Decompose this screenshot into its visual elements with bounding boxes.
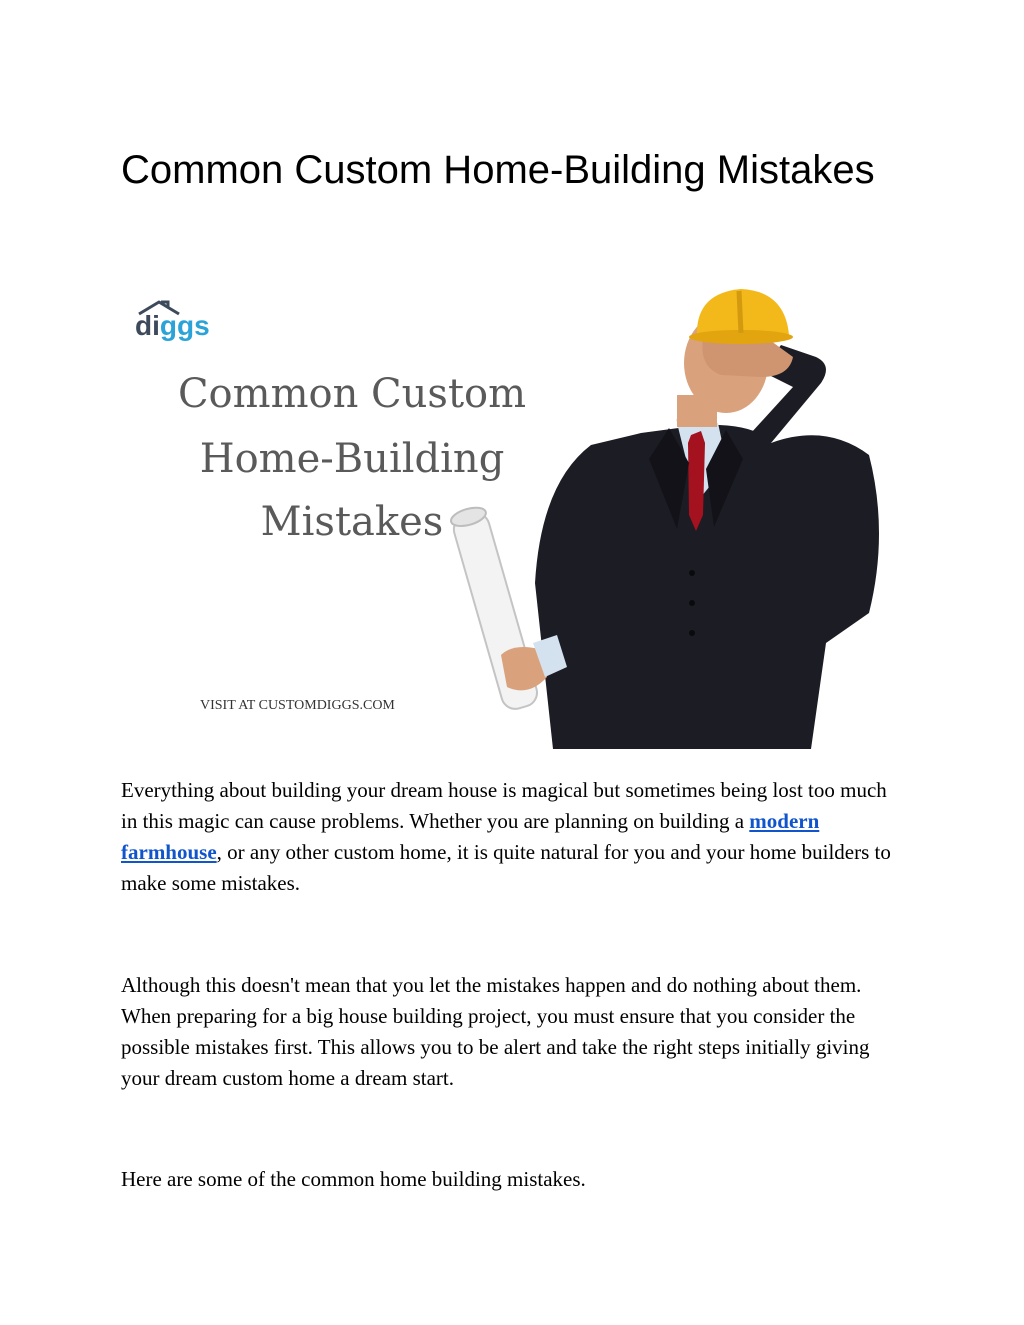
hero-title-line-1: Common Custom — [177, 371, 527, 417]
modern-farmhouse-link[interactable]: modern farmhouse — [121, 809, 820, 864]
hero-image — [121, 283, 901, 749]
hard-hat-ridge — [739, 291, 741, 333]
hero-title-line-3: Mistakes — [260, 499, 444, 545]
intro-paragraph — [121, 775, 903, 899]
diggs-logo — [135, 302, 210, 341]
mistakes-paragraph: Although this doesn't mean that you let the mistakes happen and do nothing about them. When preparing for a big house building project, you must ensure that you consider the possible mistakes first. This allows you to be alert and take the right steps initially giving your dream custom home a dream start. — [121, 973, 870, 1090]
intro-text-start: Everything about building your dream house is magical but sometimes being lost too much in this magic can cause problems. Whether you are planning on building a — [121, 778, 887, 833]
suit-button — [689, 600, 695, 606]
logo-text-dark: di — [135, 310, 160, 341]
list-intro-paragraph: Here are some of the common home building mistakes. — [121, 1167, 586, 1191]
construction-man-illustration — [449, 289, 879, 749]
hero-graphic — [121, 283, 901, 749]
necktie — [688, 431, 705, 531]
document-title: Common Custom Home-Building Mistakes — [121, 148, 875, 192]
suit-button — [689, 570, 695, 576]
suit-button — [689, 630, 695, 636]
intro-text-end: , or any other custom home, it is quite natural for you and your home builders to make some mistakes. — [121, 840, 891, 895]
hero-visit-text: VISIT AT CUSTOMDIGGS.COM — [200, 698, 395, 713]
logo-text — [135, 310, 210, 341]
logo-text-accent: ggs — [159, 310, 210, 341]
hero-title-line-2: Home-Building — [199, 436, 505, 482]
